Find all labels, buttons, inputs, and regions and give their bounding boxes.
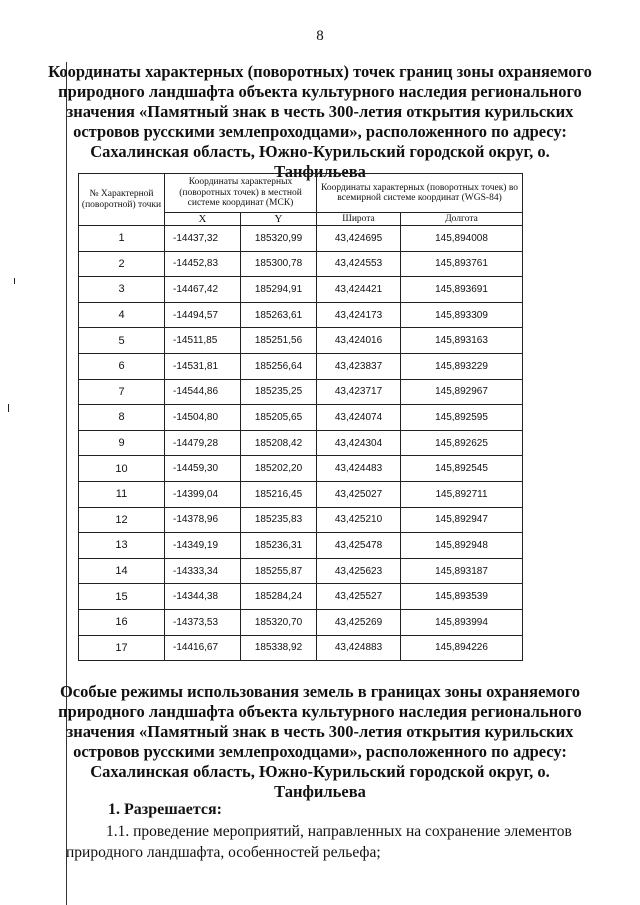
- heading-line: природного ландшафта объекта культурного наследия регионального: [58, 82, 582, 101]
- section-paragraph: 1.1. проведение мероприятий, направленных на сохранение элементов природного ландшафта, особенностей рельефа;: [66, 823, 572, 861]
- cell-latitude: 43,425210: [317, 507, 401, 533]
- cell-y: 185256,64: [241, 353, 317, 379]
- cell-longitude: 145,893187: [401, 558, 523, 584]
- cell-x: -14459,30: [165, 456, 241, 482]
- cell-x: -14378,96: [165, 507, 241, 533]
- cell-y: 185320,70: [241, 609, 317, 635]
- coordinates-heading: [0, 62, 640, 182]
- cell-y: 185294,91: [241, 277, 317, 303]
- cell-latitude: 43,425027: [317, 481, 401, 507]
- cell-longitude: 145,893994: [401, 609, 523, 635]
- heading-line: значения «Памятный знак в честь 300-летия открытия курильских: [66, 102, 574, 121]
- cell-latitude: 43,424483: [317, 456, 401, 482]
- cell-y: 185263,61: [241, 302, 317, 328]
- table-row: [79, 251, 523, 277]
- cell-latitude: 43,424304: [317, 430, 401, 456]
- heading-line: Координаты характерных (поворотных) точек границ зоны охраняемого: [48, 62, 592, 81]
- header-latitude: Широта: [317, 213, 401, 226]
- cell-latitude: 43,424074: [317, 405, 401, 431]
- cell-latitude: 43,424553: [317, 251, 401, 277]
- cell-point-number: 11: [79, 481, 165, 507]
- coordinates-table-body: [79, 226, 523, 661]
- cell-point-number: 6: [79, 353, 165, 379]
- cell-y: 185255,87: [241, 558, 317, 584]
- table-row: [79, 507, 523, 533]
- cell-point-number: 15: [79, 584, 165, 610]
- cell-latitude: 43,424695: [317, 226, 401, 252]
- heading-line: Особые режимы использования земель в границах зоны охраняемого: [59, 682, 581, 701]
- cell-longitude: 145,892948: [401, 533, 523, 559]
- header-msk-coordinates: Координаты характерных (поворотных точек) в местной системе координат (МСК): [165, 174, 317, 213]
- cell-longitude: 145,893691: [401, 277, 523, 303]
- cell-x: -14399,04: [165, 481, 241, 507]
- heading-line: Сахалинская область, Южно-Курильский городской округ, о.: [90, 762, 550, 781]
- cell-latitude: 43,424883: [317, 635, 401, 661]
- page-number: 8: [316, 28, 324, 44]
- cell-point-number: 7: [79, 379, 165, 405]
- cell-y: 185235,25: [241, 379, 317, 405]
- cell-y: 185216,45: [241, 481, 317, 507]
- cell-longitude: 145,894226: [401, 635, 523, 661]
- cell-x: -14504,80: [165, 405, 241, 431]
- cell-x: -14416,67: [165, 635, 241, 661]
- table-row: [79, 609, 523, 635]
- table-row: [79, 481, 523, 507]
- table-row: [79, 277, 523, 303]
- coordinates-table: [78, 173, 523, 661]
- cell-longitude: 145,894008: [401, 226, 523, 252]
- header-point-number: № Характерной (поворотной) точки: [79, 174, 165, 226]
- table-row: [79, 405, 523, 431]
- cell-x: -14494,57: [165, 302, 241, 328]
- cell-latitude: 43,424173: [317, 302, 401, 328]
- header-y: Y: [241, 213, 317, 226]
- heading-line: значения «Памятный знак в честь 300-летия открытия курильских: [66, 722, 574, 741]
- cell-x: -14373,53: [165, 609, 241, 635]
- cell-point-number: 10: [79, 456, 165, 482]
- cell-y: 185235,83: [241, 507, 317, 533]
- cell-longitude: 145,892595: [401, 405, 523, 431]
- cell-point-number: 2: [79, 251, 165, 277]
- cell-latitude: 43,424016: [317, 328, 401, 354]
- table-row: [79, 533, 523, 559]
- table-row: [79, 379, 523, 405]
- table-row: [79, 226, 523, 252]
- cell-y: 185236,31: [241, 533, 317, 559]
- heading-line: природного ландшафта объекта культурного наследия регионального: [58, 702, 582, 721]
- cell-x: -14437,32: [165, 226, 241, 252]
- table-row: [79, 353, 523, 379]
- table-row: [79, 584, 523, 610]
- table-row: [79, 328, 523, 354]
- table-row: [79, 430, 523, 456]
- heading-line: Танфильева: [274, 782, 366, 801]
- cell-longitude: 145,892947: [401, 507, 523, 533]
- cell-y: 185202,20: [241, 456, 317, 482]
- cell-x: -14452,83: [165, 251, 241, 277]
- cell-point-number: 14: [79, 558, 165, 584]
- heading-line: островов русскими землепроходцами», расположенного по адресу:: [73, 122, 567, 141]
- cell-point-number: 5: [79, 328, 165, 354]
- cell-point-number: 12: [79, 507, 165, 533]
- cell-y: 185300,78: [241, 251, 317, 277]
- cell-x: -14531,81: [165, 353, 241, 379]
- header-longitude: Долгота: [401, 213, 523, 226]
- table-row: [79, 635, 523, 661]
- cell-latitude: 43,425623: [317, 558, 401, 584]
- cell-y: 185338,92: [241, 635, 317, 661]
- cell-point-number: 3: [79, 277, 165, 303]
- cell-y: 185320,99: [241, 226, 317, 252]
- cell-point-number: 17: [79, 635, 165, 661]
- cell-longitude: 145,892625: [401, 430, 523, 456]
- cell-point-number: 16: [79, 609, 165, 635]
- cell-y: 185251,56: [241, 328, 317, 354]
- cell-longitude: 145,893309: [401, 302, 523, 328]
- cell-longitude: 145,892545: [401, 456, 523, 482]
- cell-x: -14333,34: [165, 558, 241, 584]
- cell-longitude: 145,893761: [401, 251, 523, 277]
- cell-longitude: 145,893229: [401, 353, 523, 379]
- cell-longitude: 145,892711: [401, 481, 523, 507]
- table-row: [79, 302, 523, 328]
- cell-latitude: 43,425269: [317, 609, 401, 635]
- cell-latitude: 43,423837: [317, 353, 401, 379]
- cell-y: 185284,24: [241, 584, 317, 610]
- heading-line: островов русскими землепроходцами», расположенного по адресу:: [73, 742, 567, 761]
- cell-x: -14344,38: [165, 584, 241, 610]
- section-title: 1. Разрешается:: [108, 801, 222, 818]
- cell-x: -14479,28: [165, 430, 241, 456]
- heading-line: Сахалинская область, Южно-Курильский городской округ, о.: [90, 142, 550, 161]
- header-wgs-coordinates: Координаты характерных (поворотных точек) во всемирной системе координат (WGS-84): [317, 174, 523, 213]
- cell-x: -14544,86: [165, 379, 241, 405]
- heading-line: Танфильева: [274, 162, 366, 181]
- cell-point-number: 1: [79, 226, 165, 252]
- cell-y: 185208,42: [241, 430, 317, 456]
- cell-latitude: 43,425478: [317, 533, 401, 559]
- table-row: [79, 456, 523, 482]
- cell-latitude: 43,425527: [317, 584, 401, 610]
- land-use-heading: [0, 682, 640, 802]
- cell-x: -14349,19: [165, 533, 241, 559]
- cell-x: -14467,42: [165, 277, 241, 303]
- cell-point-number: 13: [79, 533, 165, 559]
- cell-point-number: 4: [79, 302, 165, 328]
- table-row: [79, 558, 523, 584]
- cell-longitude: 145,893539: [401, 584, 523, 610]
- cell-latitude: 43,423717: [317, 379, 401, 405]
- cell-longitude: 145,893163: [401, 328, 523, 354]
- cell-point-number: 9: [79, 430, 165, 456]
- scan-mark: [8, 404, 9, 412]
- cell-x: -14511,85: [165, 328, 241, 354]
- header-x: X: [165, 213, 241, 226]
- cell-point-number: 8: [79, 405, 165, 431]
- cell-latitude: 43,424421: [317, 277, 401, 303]
- scan-mark: [14, 278, 15, 284]
- cell-longitude: 145,892967: [401, 379, 523, 405]
- cell-y: 185205,65: [241, 405, 317, 431]
